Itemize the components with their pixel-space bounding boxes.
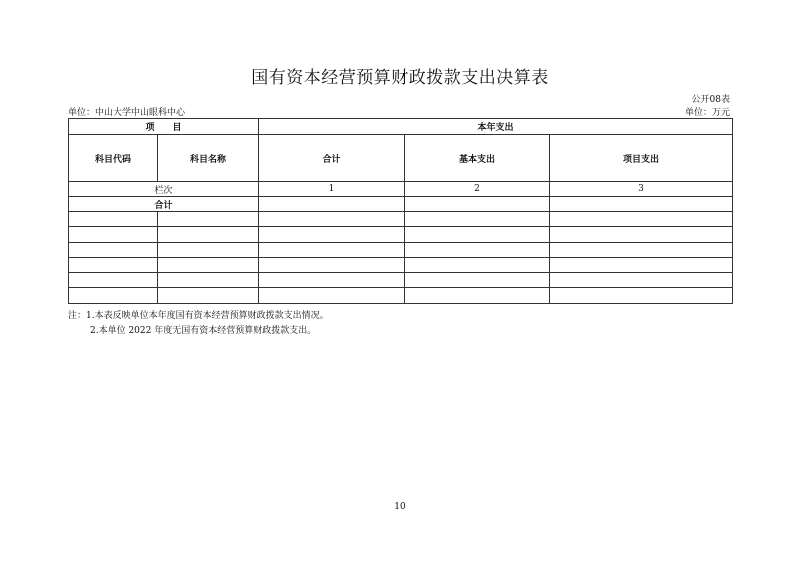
total-cell bbox=[405, 197, 550, 212]
table-cell bbox=[405, 288, 550, 304]
table-cell bbox=[259, 258, 405, 273]
table-cell bbox=[550, 273, 733, 288]
table-cell bbox=[405, 273, 550, 288]
table-total-row bbox=[69, 197, 733, 212]
table-cell bbox=[158, 227, 259, 243]
table-cell bbox=[259, 212, 405, 227]
table-cell bbox=[405, 243, 550, 258]
table-cell bbox=[550, 258, 733, 273]
total-cell bbox=[259, 197, 405, 212]
table-cell bbox=[259, 227, 405, 243]
table-cell bbox=[69, 243, 158, 258]
page-title: 国有资本经营预算财政拨款支出决算表 bbox=[251, 68, 549, 88]
table-cell bbox=[69, 288, 158, 304]
table-cell bbox=[259, 273, 405, 288]
table-row bbox=[69, 227, 733, 243]
table-subheader-row bbox=[69, 135, 733, 182]
expenditure-table bbox=[68, 118, 733, 304]
note-2: 2.本单位 2022 年度无国有资本经营预算财政拨款支出。 bbox=[90, 326, 317, 336]
table-row bbox=[69, 288, 733, 304]
table-cell bbox=[69, 258, 158, 273]
header-item: 项 目 bbox=[69, 119, 259, 135]
index-cell-3: 3 bbox=[550, 182, 733, 197]
table-cell bbox=[69, 227, 158, 243]
note-1: 注：1.本表反映单位本年度国有资本经营预算财政拨款支出情况。 bbox=[68, 311, 329, 321]
table-cell bbox=[158, 243, 259, 258]
col-subject-code: 科目代码 bbox=[69, 135, 158, 182]
index-cell-1: 1 bbox=[259, 182, 405, 197]
table-row bbox=[69, 273, 733, 288]
total-row-label: 合计 bbox=[69, 197, 259, 212]
table-cell bbox=[405, 227, 550, 243]
notes bbox=[68, 309, 329, 339]
form-number: 公开08表 bbox=[691, 95, 730, 105]
col-project-expenditure: 项目支出 bbox=[550, 135, 733, 182]
table-cell bbox=[158, 288, 259, 304]
table-cell bbox=[550, 227, 733, 243]
col-basic-expenditure: 基本支出 bbox=[405, 135, 550, 182]
table-row bbox=[69, 243, 733, 258]
table-cell bbox=[550, 243, 733, 258]
header-current-year-expenditure: 本年支出 bbox=[259, 119, 733, 135]
table-cell bbox=[259, 243, 405, 258]
col-total: 合计 bbox=[259, 135, 405, 182]
table-cell bbox=[69, 273, 158, 288]
table-cell bbox=[550, 212, 733, 227]
page-number: 10 bbox=[394, 502, 406, 512]
table-cell bbox=[550, 288, 733, 304]
table-cell bbox=[158, 258, 259, 273]
table-cell bbox=[259, 288, 405, 304]
amount-unit: 单位：万元 bbox=[684, 108, 730, 118]
total-cell bbox=[550, 197, 733, 212]
table-cell bbox=[405, 212, 550, 227]
table-cell bbox=[158, 212, 259, 227]
row-index-label: 栏次 bbox=[69, 182, 259, 197]
table-cell bbox=[69, 212, 158, 227]
table-cell bbox=[158, 273, 259, 288]
table-row bbox=[69, 212, 733, 227]
col-subject-name: 科目名称 bbox=[158, 135, 259, 182]
table-header-row bbox=[69, 119, 733, 135]
table-index-row bbox=[69, 182, 733, 197]
table-cell bbox=[405, 258, 550, 273]
index-cell-2: 2 bbox=[405, 182, 550, 197]
table-row bbox=[69, 258, 733, 273]
unit-name: 单位：中山大学中山眼科中心 bbox=[68, 108, 186, 118]
